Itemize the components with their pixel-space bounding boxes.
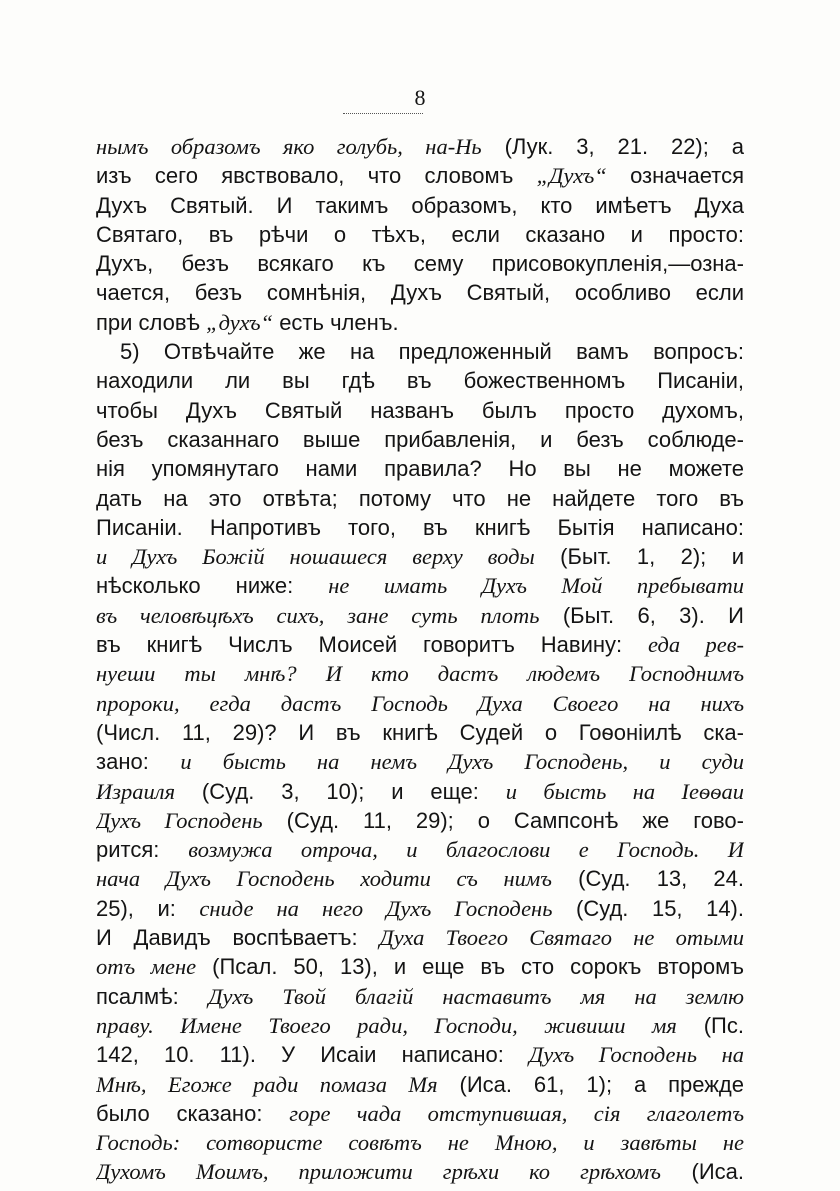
- roman-text: изъ сего явствовало, что словомъ: [96, 163, 537, 189]
- text-line: [96, 894, 744, 923]
- roman-text: И Давидъ воспѣваетъ:: [96, 925, 380, 951]
- text-line: [96, 542, 744, 571]
- italic-quote: нача Духъ Господень ходити съ нимъ: [96, 866, 552, 892]
- roman-text: (Суд. 13, 24.: [551, 866, 744, 892]
- roman-text: нія упомянутаго нами правила? Но вы не можете: [96, 456, 744, 482]
- italic-quote: Израиля: [96, 778, 176, 804]
- italic-quote: Духъ Твой благій наставитъ мя на землю: [208, 983, 744, 1009]
- roman-text: при словѣ: [96, 309, 207, 335]
- roman-text: (Псал. 50, 13), и еще въ сто сорокъ второмъ: [196, 954, 744, 980]
- italic-quote: „Духъ“: [536, 163, 607, 189]
- roman-text: (Быт. 6, 3). И: [539, 602, 744, 628]
- roman-text: (Числ. 11, 29)? И въ книгѣ Судей о Гоѳоніилѣ ска-: [96, 719, 744, 745]
- roman-text: (Иса.: [660, 1159, 744, 1185]
- text-line: [96, 806, 744, 835]
- text-line: [96, 308, 744, 337]
- italic-quote: Духъ Господень: [96, 807, 263, 833]
- text-line: [96, 249, 744, 278]
- text-line: [96, 864, 744, 893]
- header-rule: [343, 113, 423, 114]
- italic-quote: праву. Имене Твоего ради, Господи, живиши мя: [96, 1012, 677, 1038]
- italic-quote: Господь: сотвористе совѣтъ не Мною, и завѣты не: [96, 1130, 744, 1156]
- text-line: [96, 982, 744, 1011]
- roman-text: 142, 10. 11). У Исаіи написано:: [96, 1042, 530, 1068]
- text-line: [96, 484, 744, 513]
- italic-quote: горе чада отступившая, сія глаголетъ: [289, 1100, 744, 1126]
- roman-text: (Иса. 61, 1); а прежде: [437, 1071, 744, 1097]
- text-line: [96, 923, 744, 952]
- roman-text: 25), и:: [96, 895, 200, 921]
- text-line: [96, 425, 744, 454]
- roman-text: безъ сказаннаго выше прибавленія, и безъ соблюде-: [96, 426, 744, 452]
- text-line: [96, 337, 744, 366]
- text-line: [96, 1070, 744, 1099]
- text-line: [96, 454, 744, 483]
- italic-quote: не имать Духъ Мой пребывати: [328, 573, 744, 599]
- text-line: [96, 659, 744, 688]
- italic-quote: пророки, егда дастъ Господь Духа Своего на нихъ: [96, 690, 744, 716]
- text-line: [96, 366, 744, 395]
- italic-quote: сниде на него Духъ Господень: [199, 895, 553, 921]
- roman-text: (Суд. 15, 14).: [552, 895, 744, 921]
- roman-text: рится:: [96, 837, 189, 863]
- italic-quote: Духъ Господень на: [529, 1042, 744, 1068]
- roman-text: нѣсколько ниже:: [96, 573, 329, 599]
- roman-text: 5) Отвѣчайте же на предложенный вамъ вопросъ:: [120, 339, 744, 365]
- text-line: [96, 718, 744, 747]
- roman-text: (Лук. 3, 21. 22); а: [481, 134, 744, 159]
- text-line: [96, 161, 744, 190]
- italic-quote: Духомъ Моимъ, приложити грѣхи ко грѣхомъ: [96, 1159, 661, 1185]
- text-line: [96, 278, 744, 307]
- roman-text: Писаніи. Напротивъ того, въ книгѣ Бытія написано:: [96, 514, 744, 540]
- italic-quote: „духъ“: [206, 309, 274, 335]
- text-line: [96, 835, 744, 864]
- text-line: [96, 220, 744, 249]
- text-line: [96, 513, 744, 542]
- text-line: [96, 191, 744, 220]
- text-line: [96, 777, 744, 806]
- roman-text: было сказано:: [96, 1100, 290, 1126]
- roman-text: Духъ Святый. И такимъ образомъ, кто имѣетъ Духа: [96, 192, 744, 218]
- roman-text: зано:: [96, 749, 181, 775]
- text-line: [96, 630, 744, 659]
- italic-quote: возмужа отроча, и благослови е Господь. И: [188, 837, 744, 863]
- text-line: [96, 132, 744, 161]
- italic-quote: Мнѣ, Егоже ради помаза Мя: [96, 1071, 438, 1097]
- italic-quote: еда рев-: [648, 632, 744, 658]
- italic-quote: отъ мене: [96, 954, 197, 980]
- roman-text: находили ли вы гдѣ въ божественномъ Писаніи,: [96, 368, 744, 394]
- roman-text: означается: [606, 163, 744, 189]
- roman-text: дать на это отвѣта; потому что не найдете того въ: [96, 485, 744, 511]
- roman-text: въ книгѣ Числъ Моисей говоритъ Навину:: [96, 632, 649, 658]
- roman-text: псалмѣ:: [96, 983, 209, 1009]
- italic-quote: нуеши ты мнѣ? И кто дастъ людемъ Господнимъ: [96, 661, 744, 687]
- roman-text: чается, безъ сомнѣнія, Духъ Святый, особливо если: [96, 280, 744, 306]
- italic-quote: Духа Твоего Святаго не отыми: [379, 925, 744, 951]
- italic-quote: въ человѣцѣхъ сихъ, зане суть плоть: [96, 602, 540, 628]
- roman-text: (Пс.: [676, 1012, 744, 1038]
- text-line: [96, 396, 744, 425]
- roman-text: чтобы Духъ Святый названъ былъ просто духомъ,: [96, 397, 744, 423]
- roman-text: Духъ, безъ всякаго къ сему присовокупленія,—озна-: [96, 251, 744, 277]
- roman-text: есть членъ.: [273, 309, 399, 335]
- text-line: [96, 1040, 744, 1069]
- text-line: [96, 1011, 744, 1040]
- roman-text: (Суд. 11, 29); о Сампсонѣ же гово-: [262, 807, 744, 833]
- text-line: [96, 1128, 744, 1157]
- text-line: [96, 689, 744, 718]
- text-line: [96, 1099, 744, 1128]
- body-text: [96, 132, 744, 1187]
- page-number: 8: [414, 85, 426, 110]
- italic-quote: нымъ образомъ яко голубь, на-Нь: [96, 134, 482, 159]
- roman-text: Святаго, въ рѣчи о тѣхъ, если сказано и просто:: [96, 221, 744, 247]
- text-line: [96, 601, 744, 630]
- text-line: [96, 1157, 744, 1186]
- text-line: [96, 571, 744, 600]
- text-line: [96, 747, 744, 776]
- roman-text: (Быт. 1, 2); и: [534, 544, 744, 570]
- italic-quote: и бысть на Іеѳѳаи: [505, 778, 744, 804]
- italic-quote: и Духъ Божій ношашеся верху воды: [96, 544, 535, 570]
- roman-text: (Суд. 3, 10); и еще:: [175, 778, 506, 804]
- italic-quote: и бысть на немъ Духъ Господень, и суди: [180, 749, 744, 775]
- text-line: [96, 952, 744, 981]
